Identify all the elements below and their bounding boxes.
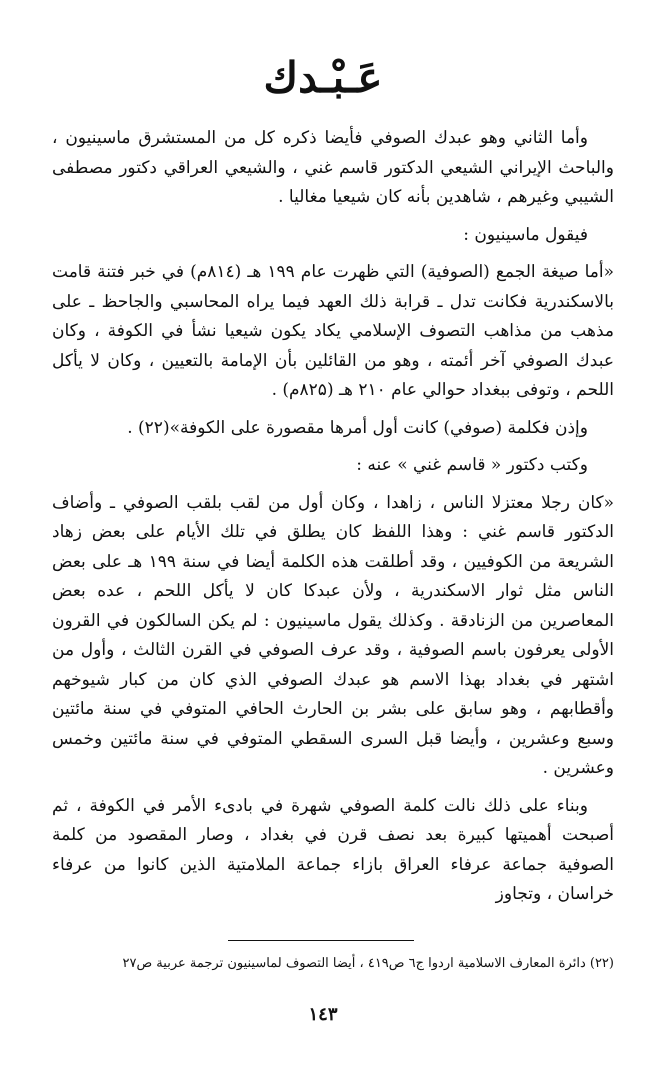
paragraph-closing: وبناء على ذلك نالت كلمة الصوفي شهرة في بادىء الأمر في الكوفة ، ثم أصبحت أهميتها كبيرة بعد نصف قرن في بغداد ، وصار المقصود من كلمة الصوفية جماعة عرفاء العراق بازاء جماعة الملامتية الذين كانوا من عرفاء خراسان ، وتجاوز (52, 795, 614, 904)
paragraph-ghani-quote: «كان رجلا معتزلا الناس ، زاهدا ، وكان أول من لقب بلقب الصوفي ـ وأضاف الدكتور قاسم غني : وهذا اللفظ كان يطلق في تلك الأيام على بعض زهاد الشريعة من الكوفيين ، وقد أطلقت هذه الكلمة أيضا في سنة ۱۹۹ هـ على بعض الناس مثل ثوار الاسكندرية ، ولأن عبدكا كان لا يأكل اللحم ، عده بعض المعاصرين من الزنادقة . وكذلك يقول ماسينيون : لم يكن السالكون في القرون الأولى يعرفون باسم الصوفية ، وقد عرف الصوفي في القرن الثالث ، وأول من اشتهر في بغداد بهذا الاسم هو عبدك الصوفي الذي كان من كبار شيوخهم وأقطابهم ، وهو سابق على بشر بن الحارث الحافي المتوفي في سنة مائتين وسبع وعشرين ، وأيضا قبل السرى السقطي المتوفي في سنة مائتين وخمس وعشرين . (52, 492, 614, 778)
paragraph-ghani-lead: وكتب دكتور « قاسم غني » عنه : (356, 455, 588, 475)
footnote: (۲۲) دائرة المعارف الاسلامية اردوا ج٦ ص٤١٩ ، أيضا التصوف لماسينيون ترجمة عربية ص٢٧ (122, 956, 614, 971)
page-number: ١٤٣ (308, 1004, 338, 1025)
chapter-title: عَـبْـدك (263, 53, 383, 102)
paragraph-intro: وأما الثاني وهو عبدك الصوفي فأيضا ذكره كل من المستشرق ماسينيون ، والباحث الإيراني الشيعي الدكتور قاسم غني ، والشيعي العراقي دكتور مصطفى الشيبي وغيرهم ، شاهدين بأنه كان شيعيا مغاليا . (52, 128, 614, 207)
body-text (52, 124, 614, 918)
paragraph-massignon-quote: «أما صيغة الجمع (الصوفية) التي ظهرت عام ۱۹۹ هـ (۸۱٤م) في خبر فتنة قامت بالاسكندرية فكانت تدل ـ قرابة ذلك العهد فيما يراه المحاسبي والجاحظ ـ على مذهب من مذاهب التصوف الإسلامي يكاد يكون شيعيا نشأ في الكوفة ، وكان عبدك الصوفي آخر أئمته ، وهو من القائلين بأن الإمامة بالتعيين ، وكان لا يأكل اللحم ، وتوفى ببغداد حوالي عام ۲۱۰ هـ (۸۲۵م) . (52, 262, 614, 400)
footnote-divider (228, 940, 414, 941)
paragraph-massignon-lead: فيقول ماسينيون : (463, 224, 588, 245)
paragraph-kufa-conclusion: وإذن فكلمة (صوفي) كانت أول أمرها مقصورة على الكوفة»(۲۲) . (127, 417, 588, 438)
